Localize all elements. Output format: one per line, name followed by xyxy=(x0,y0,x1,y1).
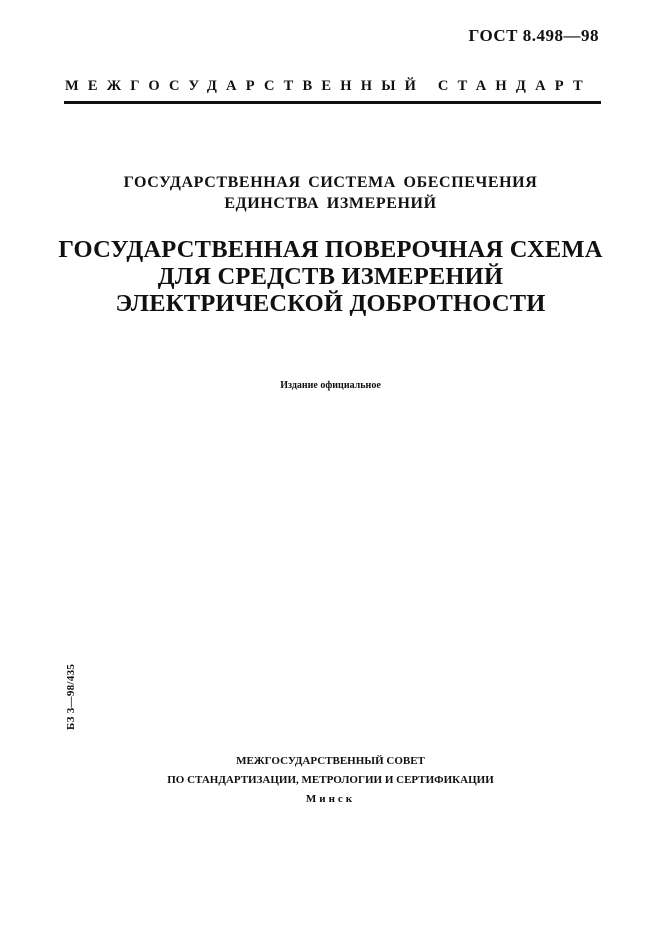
side-catalog-code: БЗ 3—98/435 xyxy=(65,663,77,730)
header-divider xyxy=(64,101,601,104)
main-title-line: ЭЛЕКТРИЧЕСКОЙ ДОБРОТНОСТИ xyxy=(115,290,546,317)
main-title xyxy=(0,236,661,317)
header-band-title: МЕЖГОСУДАРСТВЕННЫЙ СТАНДАРТ xyxy=(65,78,592,94)
main-title-line: ГОСУДАРСТВЕННАЯ ПОВЕРОЧНАЯ СХЕМА xyxy=(58,236,603,263)
publisher-city: Минск xyxy=(305,793,356,805)
edition-note: Издание официальное xyxy=(280,380,381,391)
main-title-line: ДЛЯ СРЕДСТВ ИЗМЕРЕНИЙ xyxy=(157,263,504,290)
standard-number: ГОСТ 8.498—98 xyxy=(468,26,599,45)
system-title xyxy=(0,172,661,214)
publisher-line: МЕЖГОСУДАРСТВЕННЫЙ СОВЕТ xyxy=(236,755,425,767)
system-title-line: ЕДИНСТВА ИЗМЕРЕНИЙ xyxy=(224,195,437,212)
publisher-line: ПО СТАНДАРТИЗАЦИИ, МЕТРОЛОГИИ И СЕРТИФИКАЦИИ xyxy=(167,774,494,786)
system-title-line: ГОСУДАРСТВЕННАЯ СИСТЕМА ОБЕСПЕЧЕНИЯ xyxy=(123,174,538,191)
publisher-block xyxy=(0,752,661,809)
